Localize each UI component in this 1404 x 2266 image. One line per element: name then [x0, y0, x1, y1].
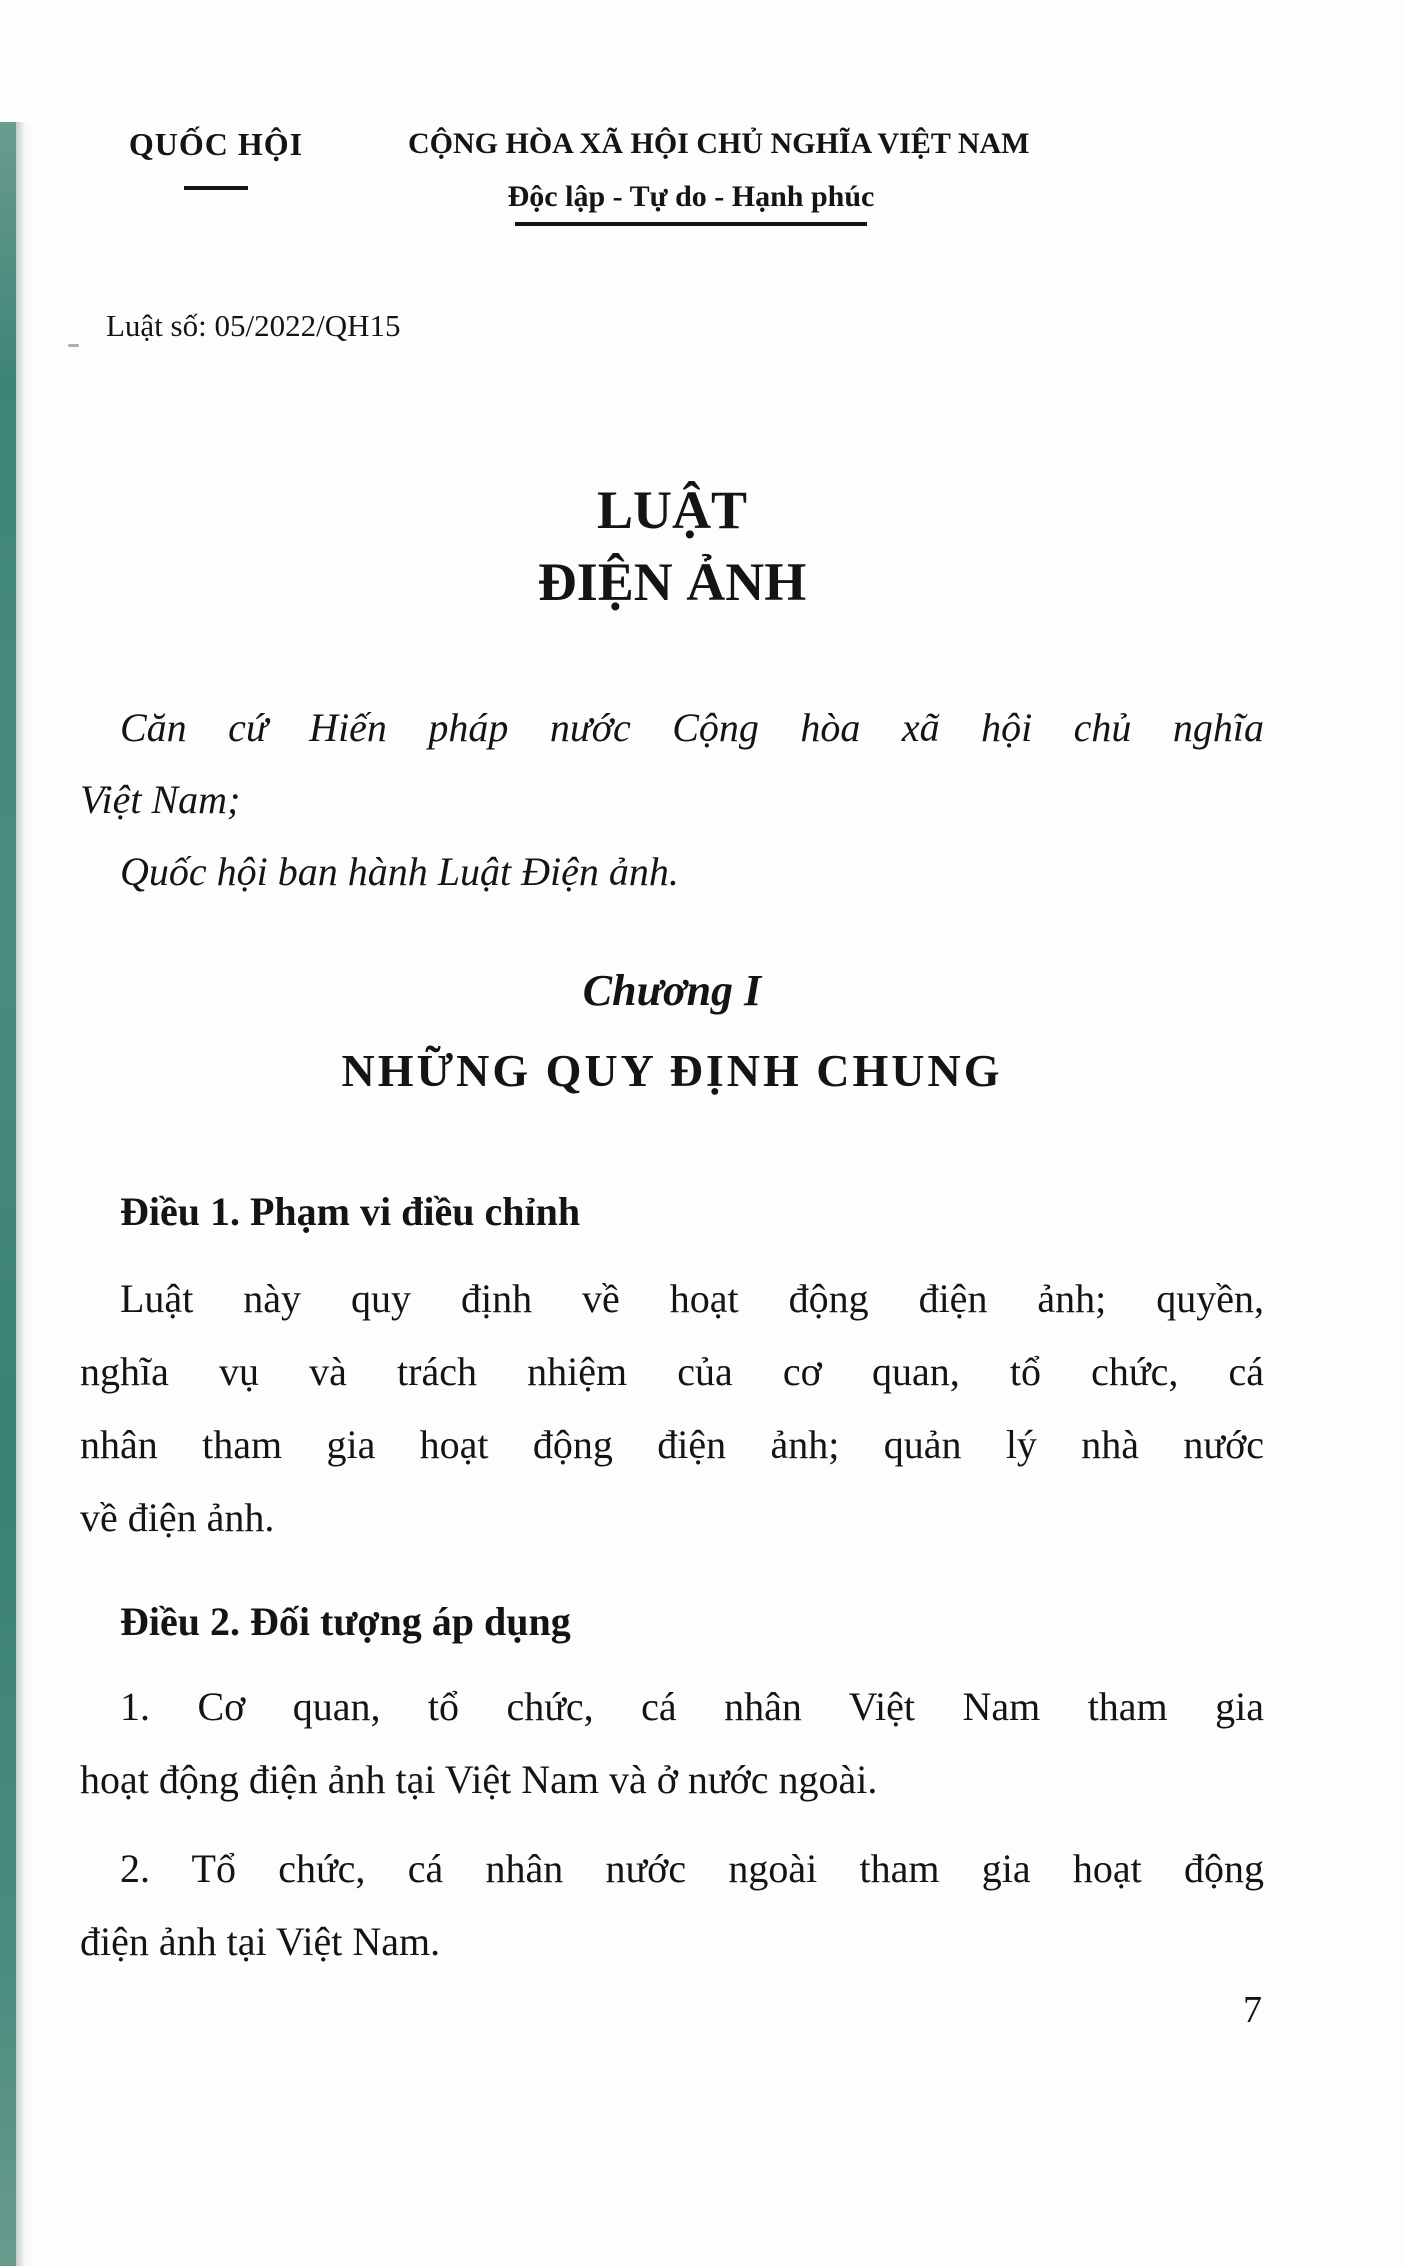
article-1-paragraph: [80, 1262, 1264, 1554]
preamble: [80, 692, 1264, 908]
chapter-title: NHỮNG QUY ĐỊNH CHUNG: [341, 1045, 1003, 1096]
law-number: Luật số: 05/2022/QH15: [106, 308, 401, 343]
scanned-document-page: [0, 122, 1404, 2266]
republic-title: CỘNG HÒA XÃ HỘI CHỦ NGHĨA VIỆT NAM: [408, 127, 1030, 160]
chapter-heading: [80, 964, 1264, 1098]
issuer-title: QUỐC HỘI: [128, 126, 304, 162]
national-header-block: [408, 122, 1030, 226]
paragraph-line: về điện ảnh.: [80, 1495, 275, 1540]
paragraph-line: nhân tham gia hoạt động điện ảnh; quản lý nhà nước: [80, 1422, 1264, 1467]
page-content: [0, 122, 1404, 2032]
clause-line: điện ảnh tại Việt Nam.: [80, 1919, 441, 1964]
clause-line: 1. Cơ quan, tổ chức, cá nhân Việt Nam tham gia: [120, 1684, 1264, 1729]
article-1-heading: Điều 1. Phạm vi điều chỉnh: [120, 1189, 581, 1234]
preamble-line: Quốc hội ban hành Luật Điện ảnh.: [120, 849, 679, 894]
article-2-clause-2: [80, 1832, 1264, 1978]
national-motto: Độc lập - Tự do - Hạnh phúc: [507, 180, 875, 213]
document-title: [80, 474, 1264, 618]
issuer-underline: [184, 186, 248, 190]
preamble-line: Việt Nam;: [80, 777, 241, 822]
paragraph-line: nghĩa vụ và trách nhiệm của cơ quan, tổ chức, cá: [80, 1349, 1264, 1394]
preamble-line: Căn cứ Hiến pháp nước Cộng hòa xã hội chủ nghĩa: [120, 705, 1264, 750]
document-title-line1: LUẬT: [596, 480, 748, 540]
paragraph-line: Luật này quy định về hoạt động điện ảnh; quyền,: [120, 1276, 1264, 1321]
article-2-clause-1: [80, 1670, 1264, 1816]
clause-line: 2. Tổ chức, cá nhân nước ngoài tham gia hoạt động: [120, 1846, 1264, 1891]
document-header: [80, 122, 1264, 226]
article-2-heading: Điều 2. Đối tượng áp dụng: [120, 1599, 571, 1644]
motto-underline: [515, 222, 867, 226]
issuer-block: [80, 122, 352, 190]
document-title-line2: ĐIỆN ẢNH: [537, 552, 807, 612]
page-number: 7: [1243, 1989, 1262, 2031]
clause-line: hoạt động điện ảnh tại Việt Nam và ở nước ngoài.: [80, 1757, 878, 1802]
chapter-number: Chương I: [582, 966, 762, 1015]
